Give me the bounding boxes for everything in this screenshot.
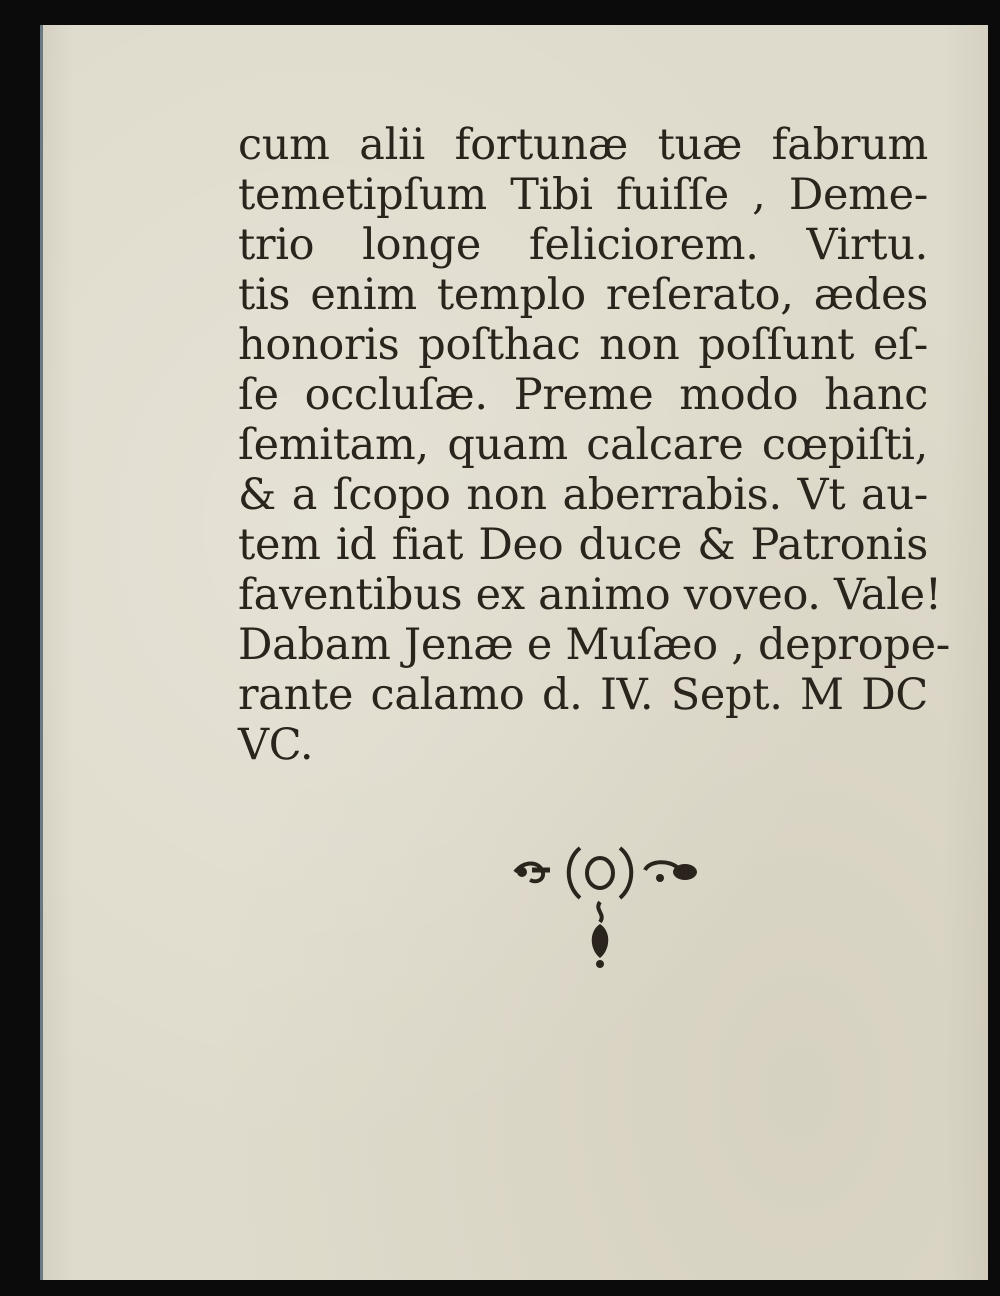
text-line: rante calamo d. IV. Sept. M DC — [238, 670, 928, 720]
text-line: honoris poſthac non poſſunt eſ- — [238, 320, 928, 370]
text-line: tis enim templo reſerato, ædes — [238, 270, 928, 320]
text-line: tem id fiat Deo duce & Patronis — [238, 520, 928, 570]
text-line: faventibus ex animo voveo. Vale! — [238, 570, 942, 620]
text-line: VC. — [238, 720, 314, 770]
text-line: temetipſum Tibi fuiſſe , Deme- — [238, 170, 928, 220]
text-line: & a ſcopo non aberrabis. Vt au- — [238, 470, 928, 520]
text-line: trio longe feliciorem. Virtu. — [238, 220, 928, 270]
text-line: Dabam Jenæ e Muſæo , depropе- — [238, 620, 950, 670]
text-line: ſe occluſæ. Preme modo hanc — [238, 370, 928, 420]
fleuron-ornament-icon — [510, 840, 710, 970]
text-line: ſemitam, quam calcare cœpiſti, — [238, 420, 928, 470]
body-text — [238, 120, 950, 770]
text-line: cum alii fortunæ tuæ fabrum — [238, 120, 928, 170]
